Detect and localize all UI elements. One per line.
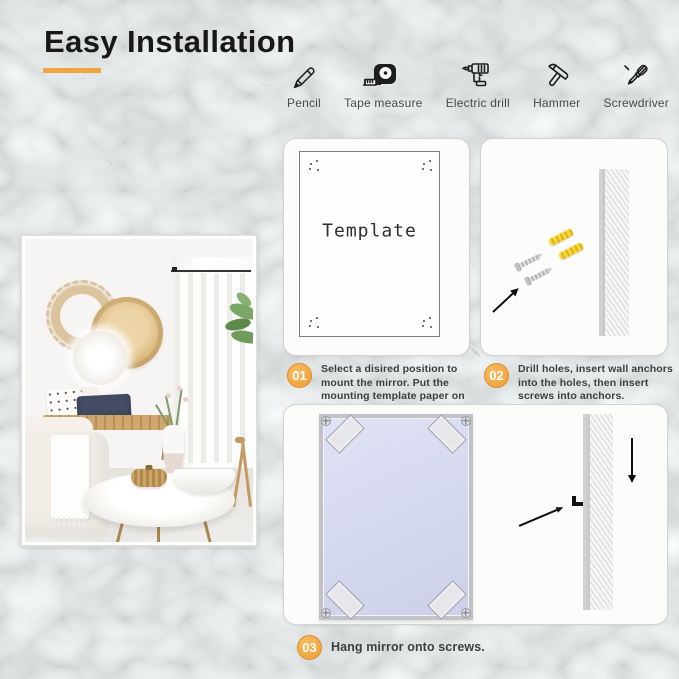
template-corner-marks (310, 320, 312, 322)
tool-tape-measure (344, 55, 422, 110)
pencil-icon (289, 55, 319, 93)
wall-cross-section (583, 414, 590, 610)
wall-hatch-texture (605, 169, 629, 336)
wall-hatch-texture (590, 414, 613, 610)
mirror-back-view (319, 414, 473, 620)
required-tools-row (287, 55, 669, 110)
table-leg (157, 525, 160, 542)
corner-screw-icon (461, 416, 471, 426)
blossom (166, 393, 171, 398)
tool-label: Screwdriver (603, 96, 669, 110)
tool-hammer (533, 55, 580, 110)
template-label: Template (322, 220, 417, 242)
mirror-lifestyle-photo (20, 234, 258, 547)
living-room-scene (25, 239, 253, 542)
step-description: Hang mirror onto screws. (331, 640, 485, 655)
step2-panel (480, 138, 668, 356)
corner-screw-icon (321, 416, 331, 426)
arrow-icon (519, 509, 558, 527)
step-3 (297, 635, 485, 660)
hanging-hook (572, 496, 583, 506)
lidded-basket (131, 469, 167, 487)
template-corner-marks (310, 163, 312, 165)
step-number-badge: 02 (484, 363, 509, 388)
curtain-rod (171, 270, 251, 272)
tool-electric-drill (446, 55, 510, 110)
tape-measure-icon (363, 55, 403, 93)
tool-label: Tape measure (344, 96, 423, 110)
chair-back (235, 437, 245, 443)
tool-label: Hammer (533, 96, 581, 110)
step1-panel (283, 138, 470, 356)
screwdriver-icon (619, 55, 653, 93)
tool-pencil (287, 55, 321, 110)
corner-screw-icon (321, 608, 331, 618)
electric-drill-icon (461, 55, 495, 93)
vase (163, 425, 184, 473)
title-accent-bar (43, 68, 101, 73)
page-title: Easy Installation (44, 24, 296, 59)
tool-label: Electric drill (445, 96, 510, 110)
step-2 (484, 363, 674, 404)
template-corner-marks (423, 163, 425, 165)
screw (524, 265, 555, 287)
tool-screwdriver (603, 55, 669, 110)
step-number-badge: 03 (297, 635, 322, 660)
wall-anchor (558, 242, 585, 261)
step-description: Drill holes, insert wall anchors into the holes, then insert screws into anchors. (518, 363, 673, 403)
step3-panel (283, 404, 668, 625)
step-number-badge: 01 (287, 363, 312, 388)
template-corner-marks (423, 320, 425, 322)
arrow-down-icon (631, 438, 633, 476)
blossom (177, 386, 182, 391)
white-wreath-wall-decor (73, 331, 127, 385)
tool-label: Pencil (287, 96, 321, 110)
wall-anchor (548, 228, 575, 247)
blossom (183, 397, 188, 402)
throw-blanket (51, 435, 89, 519)
hammer-icon (541, 55, 573, 93)
arrow-icon (492, 292, 514, 313)
mounting-template-sheet (299, 151, 440, 337)
step-description: Select a disired position to mount the mirror. Put the mounting template paper on (321, 363, 465, 403)
curtain-rod-bracket (172, 267, 177, 272)
corner-screw-icon (461, 608, 471, 618)
